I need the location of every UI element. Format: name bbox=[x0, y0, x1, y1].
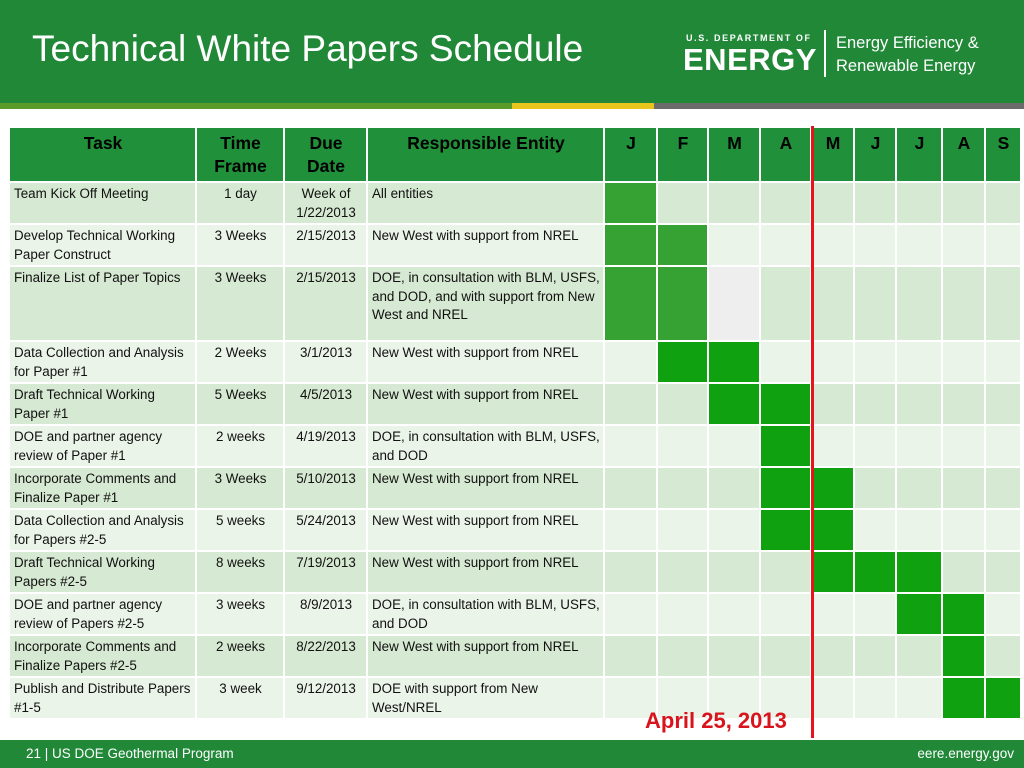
gantt-cell bbox=[985, 182, 1021, 224]
gantt-cell bbox=[896, 677, 942, 719]
header-month-sep: S bbox=[985, 127, 1021, 182]
gantt-cell bbox=[708, 593, 760, 635]
table-row bbox=[9, 677, 1021, 719]
time-frame-cell: 1 day bbox=[196, 182, 284, 224]
gantt-cell bbox=[760, 635, 811, 677]
gantt-bar bbox=[854, 551, 896, 593]
gantt-bar bbox=[760, 509, 811, 551]
gantt-cell bbox=[985, 509, 1021, 551]
gantt-cell bbox=[896, 341, 942, 383]
task-cell: Finalize List of Paper Topics bbox=[9, 266, 196, 341]
gantt-cell bbox=[896, 509, 942, 551]
gantt-cell bbox=[708, 509, 760, 551]
due-date-cell: Week of 1/22/2013 bbox=[284, 182, 367, 224]
gantt-bar bbox=[760, 425, 811, 467]
table-row bbox=[9, 467, 1021, 509]
entity-cell: DOE with support from New West/NREL bbox=[367, 677, 604, 719]
due-date-cell: 2/15/2013 bbox=[284, 224, 367, 266]
task-cell: Develop Technical Working Paper Construct bbox=[9, 224, 196, 266]
table-row bbox=[9, 551, 1021, 593]
gantt-bar bbox=[942, 677, 985, 719]
header-stripe-yellow bbox=[512, 103, 654, 109]
gantt-cell bbox=[811, 635, 854, 677]
gantt-cell bbox=[657, 635, 708, 677]
gantt-bar bbox=[708, 341, 760, 383]
gantt-cell bbox=[657, 425, 708, 467]
gantt-bar bbox=[811, 509, 854, 551]
entity-cell: New West with support from NREL bbox=[367, 551, 604, 593]
gantt-bar bbox=[708, 383, 760, 425]
due-date-cell: 4/19/2013 bbox=[284, 425, 367, 467]
entity-cell: New West with support from NREL bbox=[367, 509, 604, 551]
table-row bbox=[9, 182, 1021, 224]
gantt-bar bbox=[942, 593, 985, 635]
gantt-cell bbox=[604, 509, 657, 551]
gantt-cell bbox=[708, 266, 760, 341]
gantt-cell bbox=[604, 425, 657, 467]
gantt-cell bbox=[942, 509, 985, 551]
time-frame-cell: 3 weeks bbox=[196, 593, 284, 635]
gantt-cell bbox=[657, 383, 708, 425]
due-date-cell: 5/10/2013 bbox=[284, 467, 367, 509]
entity-cell: DOE, in consultation with BLM, USFS, and DOD bbox=[367, 593, 604, 635]
slide-header bbox=[0, 0, 1024, 103]
gantt-cell bbox=[708, 182, 760, 224]
gantt-cell bbox=[811, 425, 854, 467]
gantt-cell bbox=[854, 635, 896, 677]
due-date-cell: 9/12/2013 bbox=[284, 677, 367, 719]
task-cell: Draft Technical Working Paper #1 bbox=[9, 383, 196, 425]
gantt-cell bbox=[896, 635, 942, 677]
header-stripe-gray bbox=[654, 103, 1024, 109]
entity-cell: New West with support from NREL bbox=[367, 467, 604, 509]
gantt-cell bbox=[657, 182, 708, 224]
table-row bbox=[9, 383, 1021, 425]
gantt-cell bbox=[604, 383, 657, 425]
task-cell: DOE and partner agency review of Papers #2-5 bbox=[9, 593, 196, 635]
gantt-cell bbox=[708, 551, 760, 593]
header-time-frame: Time Frame bbox=[196, 127, 284, 182]
due-date-cell: 5/24/2013 bbox=[284, 509, 367, 551]
gantt-cell bbox=[942, 266, 985, 341]
gantt-cell bbox=[942, 551, 985, 593]
gantt-bar bbox=[657, 266, 708, 341]
gantt-bar bbox=[942, 635, 985, 677]
table-row bbox=[9, 635, 1021, 677]
gantt-cell bbox=[760, 593, 811, 635]
gantt-cell bbox=[942, 341, 985, 383]
gantt-cell bbox=[760, 551, 811, 593]
table-row bbox=[9, 266, 1021, 341]
entity-cell: DOE, in consultation with BLM, USFS, and DOD, and with support from New West and NREL bbox=[367, 266, 604, 341]
eere-label-line2: Renewable Energy bbox=[836, 57, 976, 75]
task-cell: Incorporate Comments and Finalize Papers #2-5 bbox=[9, 635, 196, 677]
task-cell: Data Collection and Analysis for Paper #1 bbox=[9, 341, 196, 383]
gantt-cell bbox=[604, 467, 657, 509]
header-month-aug: A bbox=[942, 127, 985, 182]
gantt-cell bbox=[985, 425, 1021, 467]
gantt-cell bbox=[942, 425, 985, 467]
time-frame-cell: 2 Weeks bbox=[196, 341, 284, 383]
gantt-cell bbox=[896, 467, 942, 509]
header-task: Task bbox=[9, 127, 196, 182]
gantt-cell bbox=[708, 425, 760, 467]
due-date-cell: 2/15/2013 bbox=[284, 266, 367, 341]
due-date-cell: 8/9/2013 bbox=[284, 593, 367, 635]
gantt-cell bbox=[985, 467, 1021, 509]
gantt-cell bbox=[811, 182, 854, 224]
entity-cell: DOE, in consultation with BLM, USFS, and DOD bbox=[367, 425, 604, 467]
gantt-bar bbox=[604, 266, 657, 341]
header-month-mar: M bbox=[708, 127, 760, 182]
gantt-bar bbox=[985, 677, 1021, 719]
due-date-cell: 7/19/2013 bbox=[284, 551, 367, 593]
status-date-label: April 25, 2013 bbox=[645, 708, 787, 733]
task-cell: Team Kick Off Meeting bbox=[9, 182, 196, 224]
task-cell: Incorporate Comments and Finalize Paper #1 bbox=[9, 467, 196, 509]
gantt-cell bbox=[657, 551, 708, 593]
header-month-may: M bbox=[811, 127, 854, 182]
entity-cell: All entities bbox=[367, 182, 604, 224]
header-due-date: Due Date bbox=[284, 127, 367, 182]
entity-cell: New West with support from NREL bbox=[367, 224, 604, 266]
due-date-cell: 4/5/2013 bbox=[284, 383, 367, 425]
gantt-bar bbox=[657, 341, 708, 383]
due-date-cell: 3/1/2013 bbox=[284, 341, 367, 383]
table-row bbox=[9, 509, 1021, 551]
task-cell: Publish and Distribute Papers #1-5 bbox=[9, 677, 196, 719]
doe-logo-caption: U.S. DEPARTMENT OF bbox=[686, 33, 812, 43]
gantt-cell bbox=[760, 341, 811, 383]
table-row bbox=[9, 224, 1021, 266]
task-cell: Data Collection and Analysis for Papers #2-5 bbox=[9, 509, 196, 551]
footer-slide-info: 21 | US DOE Geothermal Program bbox=[26, 746, 234, 761]
gantt-cell bbox=[985, 224, 1021, 266]
gantt-bar bbox=[896, 551, 942, 593]
header-month-feb: F bbox=[657, 127, 708, 182]
entity-cell: New West with support from NREL bbox=[367, 383, 604, 425]
gantt-cell bbox=[896, 182, 942, 224]
gantt-bar bbox=[760, 467, 811, 509]
gantt-bar bbox=[811, 467, 854, 509]
time-frame-cell: 3 Weeks bbox=[196, 266, 284, 341]
header-responsible-entity: Responsible Entity bbox=[367, 127, 604, 182]
gantt-cell bbox=[657, 509, 708, 551]
gantt-cell bbox=[985, 341, 1021, 383]
gantt-cell bbox=[811, 677, 854, 719]
gantt-cell bbox=[985, 635, 1021, 677]
gantt-cell bbox=[942, 383, 985, 425]
table-row bbox=[9, 425, 1021, 467]
gantt-cell bbox=[811, 266, 854, 341]
gantt-cell bbox=[604, 635, 657, 677]
gantt-cell bbox=[657, 467, 708, 509]
gantt-cell bbox=[811, 383, 854, 425]
slide-title: Technical White Papers Schedule bbox=[32, 28, 584, 69]
gantt-cell bbox=[896, 266, 942, 341]
gantt-cell bbox=[760, 224, 811, 266]
gantt-cell bbox=[985, 383, 1021, 425]
gantt-cell bbox=[854, 341, 896, 383]
time-frame-cell: 8 weeks bbox=[196, 551, 284, 593]
logo-divider bbox=[824, 30, 826, 77]
gantt-cell bbox=[708, 467, 760, 509]
header-stripe-green bbox=[0, 103, 512, 109]
gantt-cell bbox=[657, 593, 708, 635]
gantt-cell bbox=[854, 593, 896, 635]
gantt-cell bbox=[811, 224, 854, 266]
footer-website: eere.energy.gov bbox=[917, 746, 1014, 761]
doe-logo-wordmark: ENERGY bbox=[683, 42, 817, 77]
task-cell: Draft Technical Working Papers #2-5 bbox=[9, 551, 196, 593]
gantt-cell bbox=[854, 677, 896, 719]
gantt-bar bbox=[604, 224, 657, 266]
gantt-cell bbox=[896, 425, 942, 467]
time-frame-cell: 3 Weeks bbox=[196, 224, 284, 266]
gantt-cell bbox=[811, 593, 854, 635]
time-frame-cell: 2 weeks bbox=[196, 425, 284, 467]
header-month-apr: A bbox=[760, 127, 811, 182]
gantt-cell bbox=[854, 182, 896, 224]
gantt-bar bbox=[896, 593, 942, 635]
gantt-bar bbox=[604, 182, 657, 224]
eere-label bbox=[836, 32, 979, 78]
gantt-cell bbox=[708, 635, 760, 677]
schedule-table bbox=[8, 126, 1022, 720]
status-date-line bbox=[811, 126, 814, 738]
gantt-cell bbox=[985, 593, 1021, 635]
header-month-jul: J bbox=[896, 127, 942, 182]
gantt-cell bbox=[854, 509, 896, 551]
gantt-cell bbox=[708, 224, 760, 266]
time-frame-cell: 3 week bbox=[196, 677, 284, 719]
table-row bbox=[9, 593, 1021, 635]
table-header-row bbox=[9, 127, 1021, 182]
gantt-cell bbox=[604, 341, 657, 383]
gantt-cell bbox=[854, 467, 896, 509]
time-frame-cell: 5 Weeks bbox=[196, 383, 284, 425]
gantt-cell bbox=[854, 266, 896, 341]
gantt-cell bbox=[604, 593, 657, 635]
gantt-bar bbox=[811, 551, 854, 593]
gantt-cell bbox=[604, 551, 657, 593]
entity-cell: New West with support from NREL bbox=[367, 341, 604, 383]
gantt-cell bbox=[760, 266, 811, 341]
time-frame-cell: 3 Weeks bbox=[196, 467, 284, 509]
entity-cell: New West with support from NREL bbox=[367, 635, 604, 677]
gantt-cell bbox=[985, 266, 1021, 341]
gantt-cell bbox=[942, 182, 985, 224]
time-frame-cell: 5 weeks bbox=[196, 509, 284, 551]
task-cell: DOE and partner agency review of Paper #1 bbox=[9, 425, 196, 467]
time-frame-cell: 2 weeks bbox=[196, 635, 284, 677]
slide-footer bbox=[0, 740, 1024, 768]
gantt-cell bbox=[896, 383, 942, 425]
table-row bbox=[9, 341, 1021, 383]
eere-label-line1: Energy Efficiency & bbox=[836, 34, 979, 52]
gantt-cell bbox=[854, 224, 896, 266]
due-date-cell: 8/22/2013 bbox=[284, 635, 367, 677]
gantt-bar bbox=[657, 224, 708, 266]
gantt-cell bbox=[760, 182, 811, 224]
gantt-bar bbox=[760, 383, 811, 425]
header-month-jun: J bbox=[854, 127, 896, 182]
header-month-jan: J bbox=[604, 127, 657, 182]
gantt-cell bbox=[854, 383, 896, 425]
gantt-cell bbox=[985, 551, 1021, 593]
gantt-cell bbox=[854, 425, 896, 467]
gantt-cell bbox=[896, 224, 942, 266]
gantt-cell bbox=[942, 467, 985, 509]
gantt-cell bbox=[942, 224, 985, 266]
gantt-cell bbox=[811, 341, 854, 383]
